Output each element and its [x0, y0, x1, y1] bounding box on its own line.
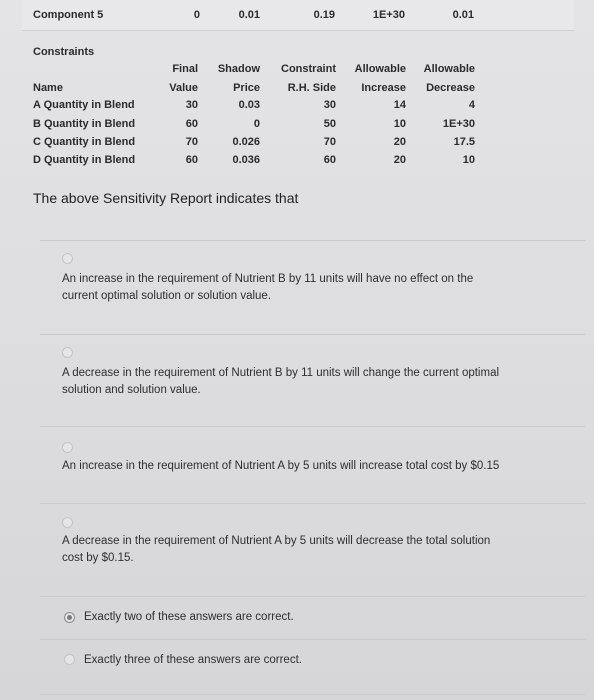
- component-row-name: Component 5: [33, 9, 104, 21]
- divider: [40, 639, 585, 640]
- constraint-row-name: B Quantity in Blend: [33, 118, 136, 130]
- header-value: Value: [169, 82, 198, 94]
- radio-button[interactable]: [62, 517, 73, 528]
- constraint-allowable-decrease: 1E+30: [442, 118, 475, 130]
- answer-option-2[interactable]: [40, 342, 585, 418]
- question-stem: The above Sensitivity Report indicates that: [33, 190, 299, 206]
- constraints-heading: Constraints: [33, 46, 95, 58]
- option-text-line: Exactly two of these answers are correct.: [84, 611, 294, 623]
- option-text-line: Exactly three of these answers are correct.: [84, 654, 302, 666]
- constraint-allowable-increase: 20: [393, 154, 406, 166]
- option-text-line: A decrease in the requirement of Nutrient A by 5 units will decrease the total solution: [62, 535, 491, 547]
- radio-button-selected[interactable]: [64, 612, 75, 623]
- divider: [40, 596, 585, 597]
- divider: [40, 694, 585, 695]
- header-decrease: Decrease: [426, 82, 475, 94]
- header-allowable-increase: Allowable: [354, 63, 406, 75]
- option-text-line: An increase in the requirement of Nutrient B by 11 units will have no effect on the: [62, 273, 474, 285]
- answer-option-4[interactable]: [40, 511, 585, 581]
- constraint-row-name: D Quantity in Blend: [33, 154, 136, 166]
- constraint-rhs: 70: [323, 136, 336, 148]
- constraint-row-name: C Quantity in Blend: [33, 136, 136, 148]
- component-row-value: 0.19: [313, 9, 335, 21]
- header-increase: Increase: [361, 82, 406, 94]
- constraint-row-name: A Quantity in Blend: [33, 99, 135, 111]
- radio-button[interactable]: [64, 654, 75, 665]
- constraint-final-value: 70: [185, 136, 198, 148]
- component-row-value: 0: [193, 9, 200, 21]
- constraint-allowable-decrease: 10: [462, 154, 475, 166]
- radio-button[interactable]: [62, 347, 73, 358]
- header-shadow: Shadow: [217, 63, 260, 75]
- answer-option-5[interactable]: [40, 604, 585, 634]
- constraint-rhs: 30: [323, 99, 336, 111]
- header-price: Price: [233, 82, 260, 94]
- option-text-line: current optimal solution or solution value.: [62, 290, 272, 302]
- divider: [40, 240, 585, 241]
- header-name: Name: [33, 82, 63, 94]
- option-text-line: cost by $0.15.: [62, 552, 134, 564]
- radio-button[interactable]: [62, 442, 73, 453]
- constraint-final-value: 60: [185, 154, 198, 166]
- constraint-shadow-price: 0.03: [238, 99, 260, 111]
- constraint-allowable-decrease: 4: [468, 99, 475, 111]
- constraint-allowable-decrease: 17.5: [453, 136, 475, 148]
- answer-option-3[interactable]: [40, 434, 585, 494]
- divider: [40, 503, 585, 504]
- constraint-final-value: 60: [185, 118, 198, 130]
- header-final: Final: [172, 63, 198, 75]
- constraint-final-value: 30: [185, 99, 198, 111]
- header-allowable-decrease: Allowable: [423, 63, 475, 75]
- option-text-line: A decrease in the requirement of Nutrient B by 11 units will change the current optimal: [62, 367, 500, 379]
- constraint-shadow-price: 0.036: [232, 154, 260, 166]
- constraint-allowable-increase: 10: [393, 118, 406, 130]
- option-text-line: An increase in the requirement of Nutrient A by 5 units will increase total cost by $0.15: [62, 460, 500, 472]
- constraint-rhs: 50: [323, 118, 336, 130]
- radio-button[interactable]: [62, 253, 73, 264]
- component-row-value: 0.01: [452, 9, 474, 21]
- constraint-rhs: 60: [323, 154, 336, 166]
- constraint-shadow-price: 0: [253, 118, 260, 130]
- divider: [40, 426, 585, 427]
- header-constraint: Constraint: [281, 63, 336, 75]
- option-text-line: solution and solution value.: [62, 384, 201, 396]
- constraint-allowable-increase: 14: [393, 99, 406, 111]
- component-row-value: 0.01: [238, 9, 260, 21]
- divider: [40, 334, 585, 335]
- constraint-allowable-increase: 20: [393, 136, 406, 148]
- answer-option-6[interactable]: [40, 646, 585, 676]
- component-row-value: 1E+30: [372, 9, 405, 21]
- answer-option-1[interactable]: [40, 248, 585, 324]
- header-rhs: R.H. Side: [287, 82, 336, 94]
- constraint-shadow-price: 0.026: [232, 136, 260, 148]
